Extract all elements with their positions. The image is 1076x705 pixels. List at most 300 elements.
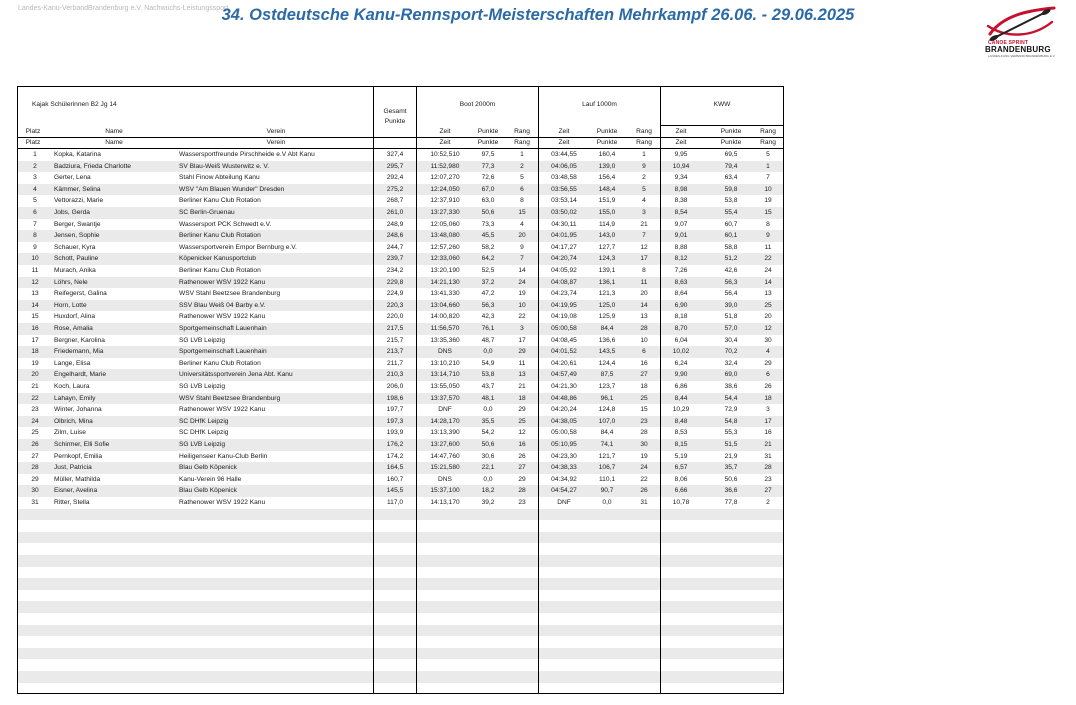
table-row	[18, 335, 783, 347]
subheader-verein: Verein	[266, 128, 286, 135]
watermark-text: Landes-Kanu-VerbandBrandenburg e.V. Nachwuchs-Leistungssport	[18, 5, 229, 12]
cell-lauf-rang: 1	[642, 151, 646, 158]
cell-verein: Heiligenseer Kanu-Club Berlin	[179, 452, 268, 460]
cell-kww-punkte: 56,4	[724, 290, 738, 298]
cell-kww-rang: 22	[764, 255, 772, 263]
kww-separator	[661, 125, 783, 126]
cell-lauf-punkte: 106,7	[598, 464, 616, 472]
cell-boot-rang: 7	[520, 255, 524, 263]
cell-lauf-zeit: 04:20,24	[551, 406, 577, 414]
cell-boot-rang: 3	[520, 325, 524, 332]
cell-lauf-rang: 9	[642, 162, 646, 170]
subheader-boot-zeit-repeat: Zeit	[439, 139, 451, 146]
cell-lauf-rang: 30	[640, 441, 648, 448]
cell-name: Schott, Pauline	[54, 255, 99, 263]
cell-gesamt-punkte: 160,7	[386, 475, 404, 483]
cell-kww-zeit: 6,66	[674, 487, 688, 495]
cell-platz: 21	[31, 383, 39, 390]
cell-platz: 14	[31, 301, 39, 309]
cell-kww-rang: 10	[764, 185, 772, 193]
cell-kww-punkte: 69,5	[724, 151, 738, 158]
cell-lauf-rang: 12	[640, 243, 648, 251]
cell-boot-rang: 26	[518, 452, 526, 460]
cell-name: Horn, Lotte	[54, 301, 87, 309]
subheader-lauf-rang-repeat: Rang	[636, 139, 652, 146]
cell-name: Vettorazzi, Marie	[54, 197, 104, 205]
cell-boot-zeit: 13:13,390	[430, 429, 460, 437]
cell-verein: Wassersportfreunde Pirschheide e.V Abt Kanu	[179, 151, 315, 158]
zebra-stripe	[18, 625, 783, 637]
cell-verein: Berliner Kanu Club Rotation	[179, 267, 261, 274]
cell-verein: Kanu-Verein 96 Halle	[179, 475, 242, 483]
cell-lauf-punkte: 121,3	[598, 290, 616, 298]
cell-kww-zeit: 9,34	[674, 174, 688, 182]
cell-kww-punkte: 54,4	[724, 394, 738, 402]
cell-boot-rang: 15	[518, 209, 526, 216]
cell-lauf-rang: 28	[640, 429, 648, 437]
cell-kww-rang: 25	[764, 301, 772, 309]
zebra-stripe	[18, 671, 783, 683]
cell-name: Jensen, Sophie	[54, 232, 100, 240]
cell-kww-rang: 5	[766, 151, 770, 158]
cell-lauf-rang: 19	[640, 452, 648, 460]
cell-kww-zeit: 10,02	[672, 348, 690, 356]
table-row	[18, 149, 783, 161]
cell-lauf-zeit: 04:48,86	[551, 394, 577, 402]
cell-lauf-punkte: 114,9	[598, 220, 615, 228]
cell-boot-zeit: 12:07,270	[430, 174, 460, 182]
cell-boot-rang: 5	[520, 174, 524, 182]
cell-kww-rang: 21	[764, 441, 772, 448]
cell-boot-zeit: 14:13,170	[430, 499, 460, 506]
header-boot-2000m: Boot 2000m	[459, 101, 496, 108]
cell-lauf-zeit: 03:56,55	[551, 185, 577, 193]
cell-gesamt-punkte: 234,2	[386, 267, 404, 274]
table-row	[18, 311, 783, 323]
header-kww: KWW	[713, 101, 731, 108]
cell-lauf-zeit: 04:23,30	[551, 452, 577, 460]
cell-lauf-punkte: 124,8	[598, 406, 616, 414]
table-row	[18, 381, 783, 393]
cell-boot-rang: 22	[518, 313, 526, 321]
cell-boot-punkte: 97,5	[481, 151, 495, 158]
cell-name: Jobs, Gerda	[54, 209, 90, 216]
cell-kww-zeit: 8,48	[674, 417, 688, 425]
cell-boot-punkte: 22,1	[481, 464, 495, 472]
cell-platz: 8	[33, 232, 37, 240]
cell-name: Lahayn, Emily	[54, 394, 96, 402]
cell-boot-zeit: 14:00,820	[430, 313, 460, 321]
table-row	[18, 358, 783, 370]
cell-kww-punkte: 60,1	[724, 232, 738, 240]
cell-verein: SSV Blau Weiß 04 Barby e.V.	[179, 301, 266, 309]
cell-lauf-zeit: 04:19,08	[551, 313, 577, 321]
cell-verein: WSV Stahl Beetzsee Brandenburg	[179, 290, 281, 298]
cell-lauf-punkte: 143,0	[598, 232, 616, 240]
cell-platz: 23	[31, 406, 39, 414]
cell-gesamt-punkte: 244,7	[386, 243, 404, 251]
table-row	[18, 207, 783, 219]
cell-kww-rang: 15	[764, 209, 772, 216]
table-row	[18, 161, 783, 173]
cell-verein: Rathenower WSV 1922 Kanu	[179, 278, 266, 286]
cell-name: Badziura, Frieda Charlotte	[54, 162, 131, 170]
cell-lauf-punkte: 87,5	[600, 371, 614, 379]
cell-lauf-punkte: 124,4	[598, 359, 616, 367]
cell-boot-rang: 1	[520, 151, 524, 158]
cell-verein: Berliner Kanu Club Rotation	[179, 197, 261, 205]
cell-kww-punkte: 58,8	[724, 243, 738, 251]
cell-kww-zeit: 6,24	[674, 359, 688, 367]
cell-verein: Rathenower WSV 1922 Kanu	[179, 499, 266, 506]
table-row	[18, 485, 783, 497]
cell-lauf-punkte: 124,3	[598, 255, 616, 263]
cell-verein: WSV "Am Blauen Wunder" Dresden	[179, 185, 285, 193]
table-row	[18, 427, 783, 439]
cell-kww-rang: 7	[766, 174, 770, 182]
cell-name: Rose, Amalia	[54, 325, 93, 332]
cell-kww-rang: 28	[764, 464, 772, 472]
cell-lauf-punkte: 96,1	[600, 394, 614, 402]
cell-boot-rang: 13	[518, 371, 526, 379]
cell-platz: 24	[31, 417, 39, 425]
cell-boot-punkte: 39,2	[481, 499, 495, 506]
cell-kww-rang: 26	[764, 383, 772, 390]
cell-lauf-zeit: 03:48,58	[551, 174, 577, 182]
cell-boot-rang: 29	[518, 475, 526, 483]
cell-kww-punkte: 30,4	[724, 336, 738, 344]
cell-kww-rang: 29	[764, 359, 772, 367]
cell-platz: 16	[31, 325, 39, 332]
cell-boot-punkte: 72,6	[481, 174, 495, 182]
cell-platz: 28	[31, 464, 39, 472]
cell-kww-rang: 8	[766, 220, 770, 228]
cell-kww-punkte: 70,2	[724, 348, 738, 356]
cell-gesamt-punkte: 198,6	[386, 394, 404, 402]
subheader-verein-repeat: Verein	[266, 139, 286, 146]
cell-boot-zeit: 14:28,170	[430, 417, 460, 425]
cell-name: Engelhardt, Marie	[54, 371, 107, 379]
cell-boot-punkte: 54,2	[481, 429, 495, 437]
cell-verein: Berliner Kanu Club Rotation	[179, 359, 261, 367]
cell-lauf-zeit: 03:44,55	[551, 151, 577, 158]
cell-platz: 31	[31, 499, 39, 506]
cell-kww-punkte: 77,8	[724, 499, 738, 506]
cell-lauf-rang: 6	[642, 348, 646, 356]
cell-kww-rang: 16	[764, 429, 772, 437]
cell-lauf-rang: 15	[640, 406, 648, 414]
cell-verein: SG LVB Leipzig	[179, 441, 226, 448]
cell-platz: 18	[31, 348, 39, 356]
subheader-lauf-punkte: Punkte	[596, 128, 618, 135]
cell-gesamt-punkte: 268,7	[386, 197, 404, 205]
cell-boot-zeit: 13:41,330	[430, 290, 460, 298]
cell-boot-zeit: 12:33,060	[430, 255, 460, 263]
cell-lauf-zeit: 04:05,92	[551, 267, 577, 274]
cell-kww-rang: 3	[766, 406, 770, 414]
cell-boot-zeit: 11:52,980	[430, 162, 460, 170]
cell-verein: Rathenower WSV 1922 Kanu	[179, 313, 266, 321]
cell-name: Zilm, Luise	[54, 429, 86, 437]
cell-kww-rang: 24	[764, 267, 772, 274]
cell-verein: SG LVB Leipzig	[179, 336, 226, 344]
cell-lauf-rang: 11	[640, 278, 648, 286]
cell-gesamt-punkte: 295,7	[386, 162, 404, 170]
cell-kww-punkte: 60,7	[724, 220, 738, 228]
cell-lauf-zeit: 04:17,27	[551, 243, 577, 251]
cell-gesamt-punkte: 275,2	[386, 185, 404, 193]
cell-kww-zeit: 9,95	[674, 151, 688, 158]
cell-lauf-rang: 14	[640, 301, 648, 309]
table-row	[18, 474, 783, 486]
cell-gesamt-punkte: 211,7	[386, 359, 403, 367]
cell-kww-punkte: 54,8	[724, 417, 738, 425]
cell-boot-punkte: 64,2	[481, 255, 495, 263]
cell-boot-zeit: 14:47,760	[430, 452, 460, 460]
table-row	[18, 497, 783, 509]
cell-lauf-rang: 3	[642, 209, 646, 216]
cell-lauf-rang: 16	[640, 359, 648, 367]
table-row	[18, 265, 783, 277]
subheader-boot-rang: Rang	[514, 128, 530, 135]
cell-boot-rang: 4	[520, 220, 524, 228]
cell-name: Eisner, Avelina	[54, 487, 98, 495]
cell-name: Pernkopf, Emilia	[54, 452, 103, 460]
cell-lauf-rang: 4	[642, 197, 646, 205]
cell-gesamt-punkte: 145,5	[386, 487, 404, 495]
cell-name: Winter, Johanna	[54, 406, 102, 414]
cell-kww-zeit: 8,44	[674, 394, 688, 402]
cell-boot-rang: 23	[518, 499, 526, 506]
cell-platz: 13	[31, 290, 39, 298]
subheader-kww-rang-repeat: Rang	[760, 139, 776, 146]
cell-boot-zeit: 13:27,330	[430, 209, 460, 216]
cell-boot-punkte: 47,2	[481, 290, 495, 298]
cell-lauf-zeit: 04:01,52	[551, 348, 577, 356]
table-row	[18, 172, 783, 184]
cell-kww-punkte: 51,5	[724, 441, 738, 448]
cell-boot-rang: 12	[518, 429, 526, 437]
logo-tagline: LANDES-KANU-VERBAND BRANDENBURG E.V.	[988, 54, 1056, 58]
cell-lauf-zeit: 03:50,02	[551, 209, 577, 216]
cell-boot-punkte: 50,6	[481, 441, 495, 448]
zebra-stripe	[18, 578, 783, 590]
cell-platz: 19	[31, 359, 39, 367]
cell-platz: 27	[31, 452, 39, 460]
zebra-stripe	[18, 555, 783, 567]
cell-name: Löhrs, Nele	[54, 278, 88, 286]
cell-kww-punkte: 50,6	[724, 475, 738, 483]
cell-boot-rang: 18	[518, 394, 526, 402]
cell-gesamt-punkte: 239,7	[386, 255, 404, 263]
cell-boot-zeit: DNS	[438, 475, 452, 483]
table-row	[18, 404, 783, 416]
cell-lauf-zeit: 04:08,45	[551, 336, 577, 344]
cell-kww-rang: 30	[764, 336, 772, 344]
cell-lauf-rang: 21	[640, 220, 648, 228]
cell-lauf-rang: 13	[640, 313, 648, 321]
cell-kww-punkte: 51,8	[724, 313, 738, 321]
table-row	[18, 346, 783, 358]
cell-boot-rang: 29	[518, 348, 526, 356]
cell-kww-zeit: 7,26	[674, 267, 688, 274]
cell-boot-rang: 6	[520, 185, 524, 193]
cell-gesamt-punkte: 292,4	[386, 174, 404, 182]
cell-kww-punkte: 59,8	[724, 185, 738, 193]
cell-gesamt-punkte: 220,0	[386, 313, 404, 321]
cell-boot-punkte: 42,3	[481, 313, 495, 321]
cell-verein: Wassersport PCK Schwedt e.V.	[179, 220, 272, 228]
cell-kww-punkte: 56,3	[724, 278, 738, 286]
cell-boot-zeit: 13:14,710	[430, 371, 460, 379]
cell-boot-punkte: 0,0	[483, 406, 493, 414]
cell-boot-punkte: 48,1	[481, 394, 495, 402]
cell-name: Müller, Mathilda	[54, 475, 101, 483]
cell-boot-punkte: 0,0	[483, 475, 493, 483]
cell-gesamt-punkte: 210,3	[386, 371, 404, 379]
cell-lauf-zeit: 03:53,14	[551, 197, 577, 205]
cell-lauf-punkte: 121,7	[598, 452, 616, 460]
cell-kww-punkte: 79,4	[724, 162, 738, 170]
cell-boot-rang: 19	[518, 290, 526, 298]
subheader-boot-rang-repeat: Rang	[514, 139, 530, 146]
cell-boot-punkte: 67,0	[481, 185, 495, 193]
table-row	[18, 462, 783, 474]
cell-kww-zeit: 8,64	[674, 290, 688, 298]
cell-boot-rang: 27	[518, 464, 526, 472]
cell-kww-zeit: 8,70	[674, 325, 688, 332]
subheader-platz: Platz	[25, 128, 41, 135]
subheader-name-repeat: Name	[105, 139, 123, 146]
cell-verein: WSV Stahl Beetzsee Brandenburg	[179, 394, 281, 402]
cell-kww-rang: 31	[764, 452, 772, 460]
cell-boot-punkte: 52,5	[481, 267, 495, 274]
cell-lauf-rang: 28	[640, 325, 648, 332]
subheader-kww-punkte: Punkte	[720, 128, 742, 135]
cell-kww-rang: 12	[764, 325, 772, 332]
cell-boot-punkte: 54,9	[481, 359, 495, 367]
cell-gesamt-punkte: 229,8	[386, 278, 404, 286]
table-row	[18, 219, 783, 231]
table-row	[18, 416, 783, 428]
cell-gesamt-punkte: 176,2	[386, 441, 404, 448]
cell-kww-punkte: 72,9	[724, 406, 738, 414]
table-row	[18, 253, 783, 265]
cell-kww-zeit: 8,98	[674, 185, 688, 193]
subheader-kww-rang: Rang	[760, 128, 776, 135]
cell-platz: 3	[33, 174, 37, 182]
cell-boot-zeit: DNS	[438, 348, 452, 356]
zebra-stripe	[18, 648, 783, 660]
cell-boot-rang: 9	[520, 243, 524, 251]
cell-boot-rang: 17	[518, 336, 526, 344]
cell-boot-punkte: 56,3	[481, 301, 495, 309]
cell-lauf-punkte: 139,1	[598, 267, 616, 274]
subheader-kww-zeit: Zeit	[675, 128, 687, 135]
subheader-lauf-punkte-repeat: Punkte	[596, 139, 618, 146]
table-row	[18, 230, 783, 242]
cell-boot-zeit: DNF	[438, 406, 452, 414]
cell-gesamt-punkte: 248,9	[386, 220, 404, 228]
cell-platz: 26	[31, 441, 39, 448]
cell-name: Berger, Swantje	[54, 220, 101, 228]
cell-boot-rang: 28	[518, 487, 526, 495]
cell-lauf-punkte: 84,4	[600, 429, 614, 437]
cell-platz: 1	[33, 151, 37, 158]
cell-boot-punkte: 43,7	[481, 383, 495, 390]
cell-boot-zeit: 15:37,100	[430, 487, 460, 495]
cell-kww-punkte: 57,0	[724, 325, 738, 332]
cell-boot-rang: 16	[518, 441, 526, 448]
cell-lauf-zeit: DNF	[557, 499, 571, 506]
cell-verein: SC DHfK Leipzig	[179, 429, 229, 437]
cell-lauf-zeit: 05:00,58	[551, 325, 577, 332]
table-row	[18, 451, 783, 463]
cell-boot-punkte: 30,6	[481, 452, 495, 460]
cell-gesamt-punkte: 193,9	[386, 429, 404, 437]
cell-boot-zeit: 11:56,570	[430, 325, 460, 332]
results-table	[17, 86, 784, 694]
page-title: 34. Ostdeutsche Kanu-Rennsport-Meisterschaften Mehrkampf 26.06. - 29.06.2025	[221, 6, 855, 24]
cell-verein: SG LVB Leipzig	[179, 383, 226, 390]
cell-kww-zeit: 9,07	[674, 220, 688, 228]
cell-lauf-punkte: 136,1	[598, 278, 616, 286]
cell-name: Schirmer, Elli Sofie	[54, 441, 110, 448]
cell-kww-rang: 1	[766, 162, 770, 170]
cell-verein: Wassersportverein Empor Bernburg e.V.	[179, 243, 297, 251]
cell-kww-punkte: 69,0	[724, 371, 738, 379]
cell-lauf-rang: 5	[642, 185, 646, 193]
cell-verein: SC Berlin-Gruenau	[179, 209, 235, 216]
cell-lauf-zeit: 04:01,95	[551, 232, 577, 240]
cell-kww-zeit: 8,15	[674, 441, 688, 448]
cell-gesamt-punkte: 164,5	[386, 464, 404, 472]
cell-lauf-punkte: 110,1	[598, 475, 615, 483]
cell-lauf-rang: 17	[640, 255, 648, 263]
table-row	[18, 242, 783, 254]
cell-lauf-punkte: 160,4	[598, 151, 616, 158]
header-lauf-1000m: Lauf 1000m	[582, 101, 617, 108]
cell-kww-punkte: 55,4	[724, 209, 738, 216]
cell-boot-punkte: 73,3	[481, 220, 495, 228]
cell-lauf-zeit: 04:57,49	[551, 371, 577, 379]
cell-kww-rang: 23	[764, 475, 772, 483]
cell-verein: Stahl Finow Abteilung Kanu	[179, 174, 260, 182]
cell-gesamt-punkte: 327,4	[386, 151, 404, 158]
cell-kww-zeit: 8,54	[674, 209, 688, 216]
logo-subtitle: CANOE SPRINT	[988, 40, 1029, 46]
cell-lauf-rang: 7	[642, 232, 646, 240]
cell-verein: Blau Gelb Köpenick	[179, 464, 237, 472]
cell-lauf-rang: 31	[640, 499, 648, 506]
cell-lauf-punkte: 148,4	[598, 185, 616, 193]
cell-lauf-zeit: 04:54,27	[551, 487, 577, 495]
cell-boot-zeit: 13:37,570	[430, 394, 460, 402]
cell-lauf-punkte: 136,6	[598, 336, 616, 344]
cell-gesamt-punkte: 213,7	[386, 348, 404, 356]
cell-platz: 6	[33, 209, 37, 216]
cell-boot-punkte: 58,2	[481, 243, 495, 251]
cell-boot-zeit: 14:21,130	[430, 278, 460, 286]
cell-lauf-punkte: 127,7	[598, 243, 616, 251]
cell-verein: Universitätssportverein Jena Abt. Kanu	[179, 371, 293, 379]
zebra-stripe	[18, 601, 783, 613]
cell-boot-zeit: 12:24,050	[430, 185, 460, 193]
cell-verein: Rathenower WSV 1922 Kanu	[179, 406, 266, 414]
cell-kww-zeit: 8,18	[674, 313, 688, 321]
cell-lauf-punkte: 0,0	[602, 499, 612, 506]
zebra-stripe	[18, 509, 783, 521]
